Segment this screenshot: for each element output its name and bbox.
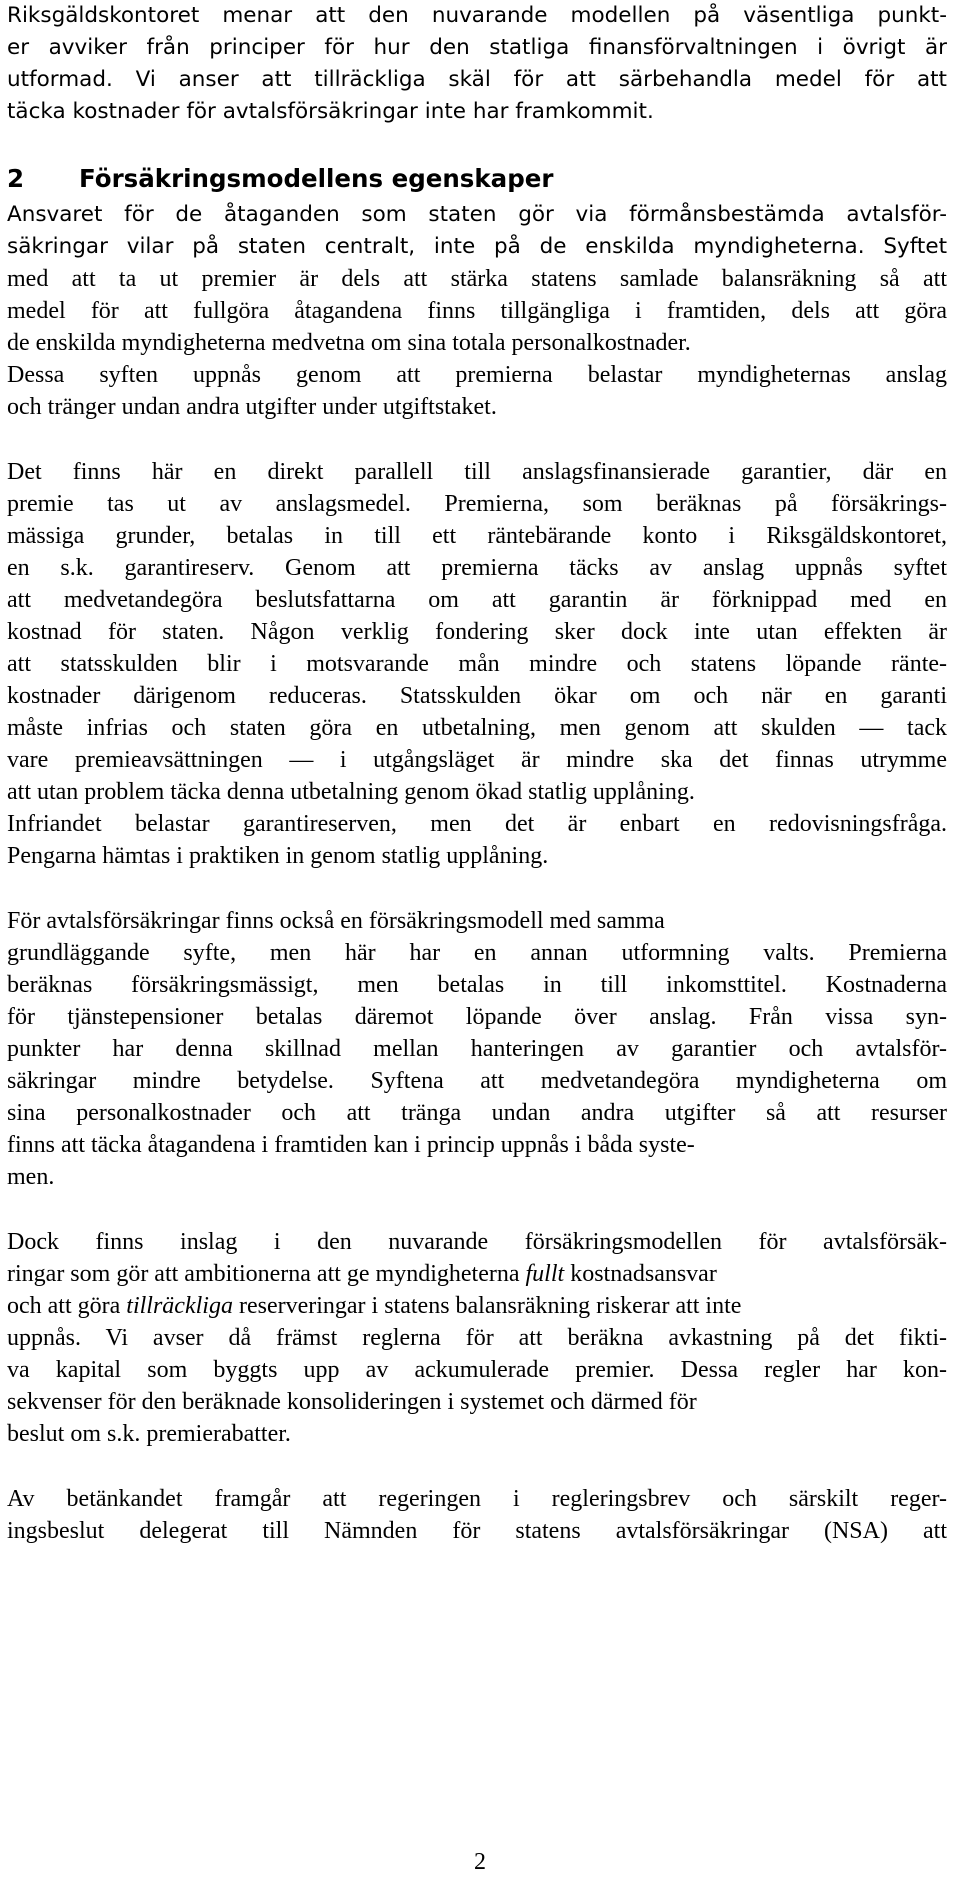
text-line: vare premieavsättningen — i utgångsläget är mindre ska det finnas utrymme (7, 747, 947, 773)
text-line: säkringar vilar på staten centralt, inte på de enskilda myndigheterna. Syftet (7, 234, 947, 259)
text-line: för tjänstepensioner betalas däremot löpande över anslag. Från vissa syn- (7, 1004, 947, 1030)
text-line: Av betänkandet framgår att regeringen i regleringsbrev och särskilt reger- (7, 1486, 947, 1512)
text-line: uppnås. Vi avser då främst reglerna för att beräkna avkastning på det fikti- (7, 1325, 947, 1351)
text-line: För avtalsförsäkringar finns också en försäkringsmodell med samma (7, 908, 665, 934)
section-title: Försäkringsmodellens egenskaper (79, 164, 554, 193)
text-line: att statsskulden blir i motsvarande mån mindre och statens löpande ränte- (7, 651, 947, 677)
text-line: ingsbeslut delegerat till Nämnden för statens avtalsförsäkringar (NSA) att (7, 1518, 947, 1544)
text-line: medel för att fullgöra åtagandena finns tillgängliga i framtiden, dels att göra (7, 298, 947, 324)
text-line: och tränger undan andra utgifter under utgiftstaket. (7, 394, 497, 420)
text-line: beräknas försäkringsmässigt, men betalas in till inkomsttitel. Kostnaderna (7, 972, 947, 998)
document-page (7, 0, 947, 1547)
text-line: täcka kostnader för avtalsförsäkringar inte har framkommit. (7, 99, 654, 124)
text-line: mässiga grunder, betalas in till ett räntebärande konto i Riksgäldskontoret, (7, 523, 947, 549)
paragraph-2 (7, 456, 947, 872)
text-line: sekvenser för den beräknade konsolideringen i systemet och därmed för (7, 1389, 697, 1415)
text-line: Ansvaret för de åtaganden som staten gör via förmånsbestämda avtalsför- (7, 202, 947, 227)
text-line: sina personalkostnader och att tränga undan andra utgifter så att resurser (7, 1100, 947, 1126)
text-line: att utan problem täcka denna utbetalning genom ökad statlig upplåning. (7, 779, 695, 805)
text-line: Dessa syften uppnås genom att premierna belastar myndigheternas anslag (7, 362, 947, 388)
intro-paragraph (7, 0, 947, 128)
text-line: med att ta ut premier är dels att stärka statens samlade balansräkning så att (7, 266, 947, 292)
text-line: finns att täcka åtagandena i framtiden kan i princip uppnås i båda syste- (7, 1132, 695, 1158)
text-line: att medvetandegöra beslutsfattarna om att garantin är förknippad med en (7, 587, 947, 613)
emphasis-fullt: fullt (525, 1261, 565, 1287)
text-line: premie tas ut av anslagsmedel. Premierna, som beräknas på försäkrings- (7, 491, 947, 517)
text-line: utformad. Vi anser att tillräckliga skäl för att särbehandla medel för att (7, 67, 947, 92)
text-line: de enskilda myndigheterna medvetna om sina totala personalkostnader. (7, 330, 691, 356)
paragraph-5 (7, 1483, 947, 1547)
text-line: Det finns här en direkt parallell till anslagsfinansierade garantier, där en (7, 459, 947, 485)
text-line: måste infrias och staten göra en utbetalning, men genom att skulden — tack (7, 715, 947, 741)
text-line: Pengarna hämtas i praktiken in genom statlig upplåning. (7, 843, 549, 869)
text-line: kostnad för staten. Någon verklig fondering sker dock inte utan effekten är (7, 619, 947, 645)
text-line: men. (7, 1164, 55, 1190)
text-line: en s.k. garantireserv. Genom att premierna täcks av anslag uppnås syftet (7, 555, 947, 581)
text-line: beslut om s.k. premierabatter. (7, 1421, 291, 1447)
text-line: och att göra tillräckliga reserveringar i statens balansräkning riskerar att inte (7, 1293, 742, 1319)
text-line: punkter har denna skillnad mellan hanteringen av garantier och avtalsför- (7, 1036, 947, 1062)
paragraph-4 (7, 1226, 947, 1450)
paragraph-3 (7, 905, 947, 1193)
text-line: va kapital som byggts upp av ackumulerade premier. Dessa regler har kon- (7, 1357, 947, 1383)
text-line: er avviker från principer för hur den statliga finansförvaltningen i övrigt är (7, 35, 947, 60)
text-line: Dock finns inslag i den nuvarande försäkringsmodellen för avtalsförsäk- (7, 1229, 947, 1255)
text-line: ringar som gör att ambitionerna att ge myndigheterna fullt kostnadsansvar (7, 1261, 717, 1287)
text-line: säkringar mindre betydelse. Syftena att medvetandegöra myndigheterna om (7, 1068, 947, 1094)
section-heading (7, 161, 947, 197)
text-line: Infriandet belastar garantireserven, men det är enbart en redovisningsfråga. (7, 811, 947, 837)
page-number: 2 (474, 1849, 486, 1875)
paragraph-1 (7, 199, 947, 423)
emphasis-tillrackliga: tillräckliga (126, 1293, 233, 1319)
text-line: kostnader därigenom reduceras. Statsskulden ökar om och när en garanti (7, 683, 947, 709)
text-line: grundläggande syfte, men här har en annan utformning valts. Premierna (7, 940, 947, 966)
text-line: Riksgäldskontoret menar att den nuvarande modellen på väsentliga punkt- (7, 3, 947, 28)
section-number: 2 (7, 164, 25, 193)
